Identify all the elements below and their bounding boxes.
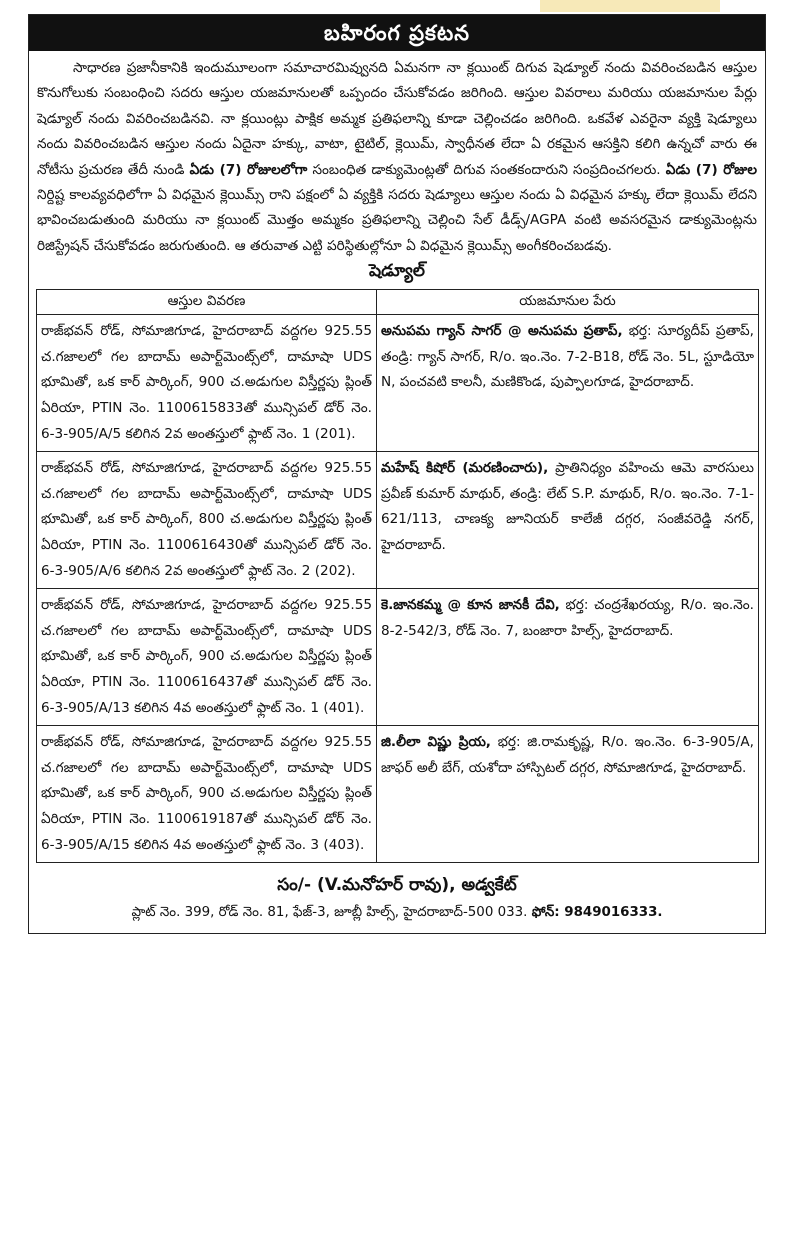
owner-address: భర్త: చంద్రశేఖరయ్య, R/o. ఇం.నెం. 8-2-542/3, రోడ్ నెం. 7, బంజారా హిల్స్, హైదరాబాద్. [381,597,754,639]
decorative-top-strip [540,0,720,12]
notice-body-bold-2: ఏడు (7) రోజుల [665,161,757,178]
owner-name: మహేష్ కిషోర్ (మరణించారు), [381,460,549,477]
table-row [37,452,759,589]
advocate-address: ప్లాట్ నెం. 399, రోడ్ నెం. 81, ఫేజ్-3, జూబ్లీ హిల్స్, హైదరాబాద్-500 033. [131,905,528,921]
owner-name: అనుపమ గ్యాన్ సాగర్ @ అనుపమ ప్రతాప్, [381,323,623,340]
owner-address: భర్త: సూర్యదీప్ ప్రతాప్, తండ్రి: గ్యాన్ సాగర్, R/o. ఇం.నెం. 7-2-B18, రోడ్ నెం. 5L, స్టూడియో N, పంచవటి కాలనీ, మణికొండ, పుప్పాలగూడ, హైదరాబాద్. [381,323,754,391]
advocate-phone: ఫోన్: 9849016333. [531,905,663,921]
notice-title: బహిరంగ ప్రకటన [29,15,765,51]
property-description: రాజ్‌భవన్ రోడ్, సోమాజిగూడ, హైదరాబాద్ వద్దగల 925.55 చ.గజాలలో గల బాదామ్ అపార్ట్‌మెంట్స్‌లో, దామాషా UDS భూమితో, ఒక కార్ పార్కింగ్, 800 చ.అడుగుల విస్తీర్ణపు ప్లింత్ ఏరియా, PTIN నెం. 1100616430తో మున్సిపల్ డోర్ నెం. 6-3-905/A/6 కలిగిన 2వ అంతస్తులో ఫ్లాట్ నెం. 2 (202). [37,452,377,589]
advocate-address-line [29,905,765,923]
owner-address: ప్రాతినిధ్యం వహించు ఆమె వారసులు ప్రవీణ్ కుమార్ మాథుర్, తండ్రి: లేట్ S.P. మాథుర్, R/o. ఇం.నెం. 7-1-621/113, చాణక్య జూనియర్ కాలేజీ దగ్గర, సంజీవరెడ్డి నగర్, హైదరాబాద్. [381,460,754,553]
owner-details [377,315,759,452]
owner-address: భర్త: జి.రామకృష్ణ, R/o. ఇం.నెం. 6-3-905/A, జాఫర్ అలీ బేగ్, యశోదా హాస్పిటల్ దగ్గర, సోమాజిగూడ, హైదరాబాద్. [381,734,754,776]
owner-details [377,589,759,726]
notice-body-bold-1: ఏడు (7) రోజులలోగా [189,161,308,178]
owner-details [377,452,759,589]
notice-body-part-2: సంబంధిత డాక్యుమెంట్లతో దిగువ సంతకందారుని సంప్రదించగలరు. [312,161,661,178]
table-row [37,315,759,452]
schedule-heading: షెడ్యూల్ [369,261,425,282]
schedule-table [36,289,759,863]
table-row [37,726,759,863]
notice-body [37,56,757,259]
advocate-signature: సం/- (V.మనోహర్ రావు), అడ్వకేట్ [277,875,517,896]
property-description: రాజ్‌భవన్ రోడ్, సోమాజిగూడ, హైదరాబాద్ వద్దగల 925.55 చ.గజాలలో గల బాదామ్ అపార్ట్‌మెంట్స్‌లో, దామాషా UDS భూమితో, ఒక కార్ పార్కింగ్, 900 చ.అడుగుల విస్తీర్ణపు ప్లింత్ ఏరియా, PTIN నెం. 1100616437తో మున్సిపల్ డోర్ నెం. 6-3-905/A/13 కలిగిన 4వ అంతస్తులో ఫ్లాట్ నెం. 1 (401). [37,589,377,726]
public-notice [28,14,766,934]
owner-name: కె.జానకమ్మ @ కూన జానకీ దేవి, [381,597,560,614]
table-header-row [37,290,759,315]
owner-name: జి.లీలా విష్ణు ప్రియ, [381,734,491,751]
notice-body-part-3: నిర్దిష్ట కాలవ్యవధిలోగా ఏ విధమైన క్లెయిమ్స్ రాని పక్షంలో ఏ వ్యక్తికి సదరు షెడ్యూలు ఆస్తుల నందు ఏ విధమైన హక్కు లేదా క్లెయిమ్ లేదని భావించబడుతుంది మరియు నా క్లయింట్ మొత్తం అమ్మకం ప్రతిఫలాన్ని చెల్లించి సేల్ డీడ్స్/AGPA వంటి అవసరమైన డాక్యుమెంట్లను రిజిస్ట్రేషన్ చేసుకోవడం జరుగుతుంది. ఆ తరువాత ఎట్టి పరిస్థితుల్లోనూ ఏ విధమైన క్లెయిమ్స్ అంగీకరించబడవు. [37,187,757,254]
column-header-owner: యజమానుల పేరు [377,290,759,315]
property-description: రాజ్‌భవన్ రోడ్, సోమాజిగూడ, హైదరాబాద్ వద్దగల 925.55 చ.గజాలలో గల బాదామ్ అపార్ట్‌మెంట్స్‌లో, దామాషా UDS భూమితో, ఒక కార్ పార్కింగ్, 900 చ.అడుగుల విస్తీర్ణపు ప్లింత్ ఏరియా, PTIN నెం. 1100619187తో మున్సిపల్ డోర్ నెం. 6-3-905/A/15 కలిగిన 4వ అంతస్తులో ఫ్లాట్ నెం. 3 (403). [37,726,377,863]
column-header-property: ఆస్తుల వివరణ [37,290,377,315]
notice-body-part-1: సాధారణ ప్రజానీకానికి ఇందుమూలంగా సమాచారమివ్వునది ఏమనగా నా క్లయింట్ దిగువ షెడ్యూల్ నందు వివరించబడిన ఆస్తుల కొనుగోలుకు సంబంధించి సదరు ఆస్తుల యజమానులతో ఒప్పందం చేసుకోవడం జరిగింది. ఆస్తుల వివరాలు మరియు యజమానుల పేర్లు షెడ్యూల్ నందు వివరించబడినవి. నా క్లయింట్లు పాక్షిక అమ్మక ప్రతిఫలాన్ని కూడా చెల్లించడం జరిగింది. ఒకవేళ ఎవరైనా వ్యక్తి షెడ్యూలు నందు వివరించబడిన ఆస్తుల నందు ఏదైనా హక్కు, వాటా, టైటిల్, క్లెయిమ్, స్వాధీనత లేదా ఏ రకమైన ఆసక్తిని కలిగి ఉన్నచో వారు ఈ నోటీసు ప్రచురణ తేదీ నుండి [37,60,757,178]
property-description: రాజ్‌భవన్ రోడ్, సోమాజిగూడ, హైదరాబాద్ వద్దగల 925.55 చ.గజాలలో గల బాదామ్ అపార్ట్‌మెంట్స్‌లో, దామాషా UDS భూమితో, ఒక కార్ పార్కింగ్, 900 చ.అడుగుల విస్తీర్ణపు ప్లింత్ ఏరియా, PTIN నెం. 1100615833తో మున్సిపల్ డోర్ నెం. 6-3-905/A/5 కలిగిన 2వ అంతస్తులో ఫ్లాట్ నెం. 1 (201). [37,315,377,452]
owner-details [377,726,759,863]
table-row [37,589,759,726]
